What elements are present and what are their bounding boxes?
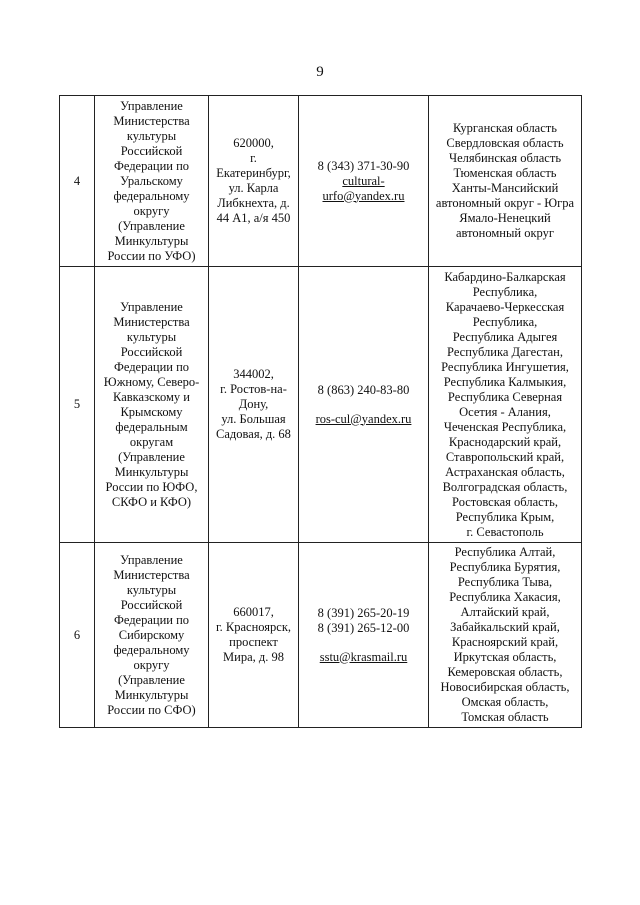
text-line: Минкультуры (114, 687, 189, 702)
text-line: 8 (391) 265-20-19 (317, 605, 410, 620)
text-line: Астраханская область, (445, 464, 565, 479)
text-line: Тюменская область (453, 166, 557, 180)
text-line: (Управление (118, 672, 185, 687)
row-number: 5 (60, 267, 95, 543)
text-line: ул. Большая (221, 412, 286, 426)
text-line: г. Красноярск, (215, 620, 292, 634)
text-line: Карачаево-Черкесская (445, 299, 565, 314)
text-line: (Управление (118, 449, 185, 464)
text-line: проспект (229, 635, 278, 649)
contact-cell (299, 543, 429, 728)
text-line: России по УФО) (107, 248, 196, 263)
text-line: 660017, (233, 605, 274, 619)
text-line: 8 (391) 265-12-00 (317, 620, 410, 635)
text-line: г. Ростов-на- (220, 382, 287, 396)
text-line: Управление (120, 299, 183, 314)
row-number: 4 (60, 96, 95, 267)
text-line: Челябинская область (448, 151, 562, 165)
email-link[interactable] (302, 650, 425, 665)
text-line: cultural- (342, 173, 385, 188)
page-number: 9 (316, 64, 324, 80)
text-line: (Управление (118, 218, 185, 233)
text-line: Министерства (113, 314, 190, 329)
text-line: Ростовская область, (452, 494, 558, 509)
ministry-offices-table (59, 95, 582, 728)
text-line: округу (133, 203, 170, 218)
address-cell (209, 543, 299, 728)
organization-cell (95, 96, 209, 267)
regions-cell (429, 96, 582, 267)
text-line: Алтайский край, (460, 605, 550, 619)
text-line: Республика Калмыкия, (443, 374, 567, 389)
text-line: 44 А1, а/я 450 (216, 211, 291, 225)
text-line: Управление (120, 98, 183, 113)
text-line: Российской (120, 344, 183, 359)
text-line: Федерации по (113, 612, 190, 627)
text-line: Уральскому (120, 173, 183, 188)
text-line: Мира, д. 98 (223, 650, 284, 664)
text-line: Кавказскому и (113, 389, 190, 404)
text-line: федеральному (113, 188, 190, 203)
text-line: Крымскому (120, 404, 183, 419)
text-line: округам (129, 434, 174, 449)
text-line: urfo@yandex.ru (322, 188, 405, 203)
text-line: Либкнехта, д. (217, 196, 290, 210)
text-line: федеральным (115, 419, 188, 434)
text-line: Федерации по (113, 158, 190, 173)
text-line: Сибирскому (118, 627, 185, 642)
text-line: Республика Тыва, (457, 575, 553, 589)
text-line: Республика Адыгея (452, 329, 558, 344)
text-line: Министерства (113, 113, 190, 128)
text-line: Забайкальский край, (450, 620, 560, 634)
row-number: 6 (60, 543, 95, 728)
text-line: Минкультуры (114, 464, 189, 479)
text-line: Ставропольский край, (445, 449, 565, 464)
table-row (60, 96, 582, 267)
text-line: Волгоградская область, (442, 479, 568, 494)
contact-cell (299, 96, 429, 267)
text-line: Ханты-Мансийский (451, 181, 559, 195)
text-line: Курганская область (453, 121, 557, 135)
text-line: Федерации по (113, 359, 190, 374)
text-line: федеральному (113, 642, 190, 657)
text-line: Екатеринбург, (216, 166, 291, 180)
text-line: Кемеровская область, (447, 665, 563, 679)
regions-cell (429, 267, 582, 543)
organization-cell (95, 543, 209, 728)
phone-list (302, 606, 425, 636)
text-line: Свердловская область (446, 136, 564, 150)
text-line: Чеченская Республика, (443, 419, 567, 434)
text-line: Российской (120, 143, 183, 158)
table-row (60, 543, 582, 728)
text-line: Дону, (238, 397, 269, 411)
text-line: Омская область, (461, 695, 549, 709)
text-line: г. (250, 151, 257, 165)
text-line: Новосибирская область, (440, 680, 570, 694)
address-cell (209, 267, 299, 543)
text-line: СКФО и КФО) (111, 494, 192, 509)
text-line: ул. Карла (228, 181, 279, 195)
text-line: Республика, (472, 284, 538, 299)
text-line: Томская область (461, 710, 549, 724)
text-line: Республика Алтай, (454, 545, 556, 559)
text-line: округу (133, 657, 170, 672)
phone-list (302, 383, 425, 398)
text-line: sstu@krasmail.ru (319, 649, 408, 664)
contact-cell (299, 267, 429, 543)
text-line: России по ЮФО, (105, 479, 198, 494)
email-link[interactable] (302, 412, 425, 427)
text-line: Республика, (472, 314, 538, 329)
organization-cell (95, 267, 209, 543)
text-line: ros-cul@yandex.ru (315, 411, 412, 426)
text-line: Министерства (113, 567, 190, 582)
text-line: Иркутская область, (453, 650, 557, 664)
text-line: Осетия - Алания, (459, 404, 551, 419)
text-line: г. Севастополь (466, 524, 544, 539)
text-line: Республика Дагестан, (447, 344, 563, 359)
text-line: Ямало-Ненецкий (459, 211, 551, 225)
table-row (60, 267, 582, 543)
text-line: 620000, (233, 136, 274, 150)
text-line: 344002, (233, 367, 274, 381)
text-line: Минкультуры (114, 233, 189, 248)
text-line: Российской (120, 597, 183, 612)
text-line: России по СФО) (107, 702, 196, 717)
text-line: автономный округ - Югра (435, 196, 575, 210)
text-line: Республика Бурятия, (449, 560, 561, 574)
text-line: автономный округ (456, 226, 554, 240)
text-line: культуры (126, 329, 177, 344)
text-line: Южному, Северо- (103, 374, 200, 389)
text-line: культуры (126, 582, 177, 597)
text-line: Республика Северная (447, 389, 563, 404)
regions-cell (429, 543, 582, 728)
text-line: культуры (126, 128, 177, 143)
text-line: Республика Крым, (455, 509, 555, 524)
address-cell (209, 96, 299, 267)
text-line: Садовая, д. 68 (216, 427, 291, 441)
email-link[interactable] (302, 174, 425, 204)
text-line: Кабардино-Балкарская (444, 269, 566, 284)
text-line: Красноярский край, (451, 635, 559, 649)
text-line: Республика Хакасия, (449, 590, 561, 604)
text-line: Управление (120, 552, 183, 567)
text-line: 8 (863) 240-83-80 (317, 382, 410, 397)
text-line: 8 (343) 371-30-90 (317, 158, 410, 173)
text-line: Республика Ингушетия, (441, 359, 569, 374)
phone-list (302, 159, 425, 174)
text-line: Краснодарский край, (448, 434, 562, 449)
